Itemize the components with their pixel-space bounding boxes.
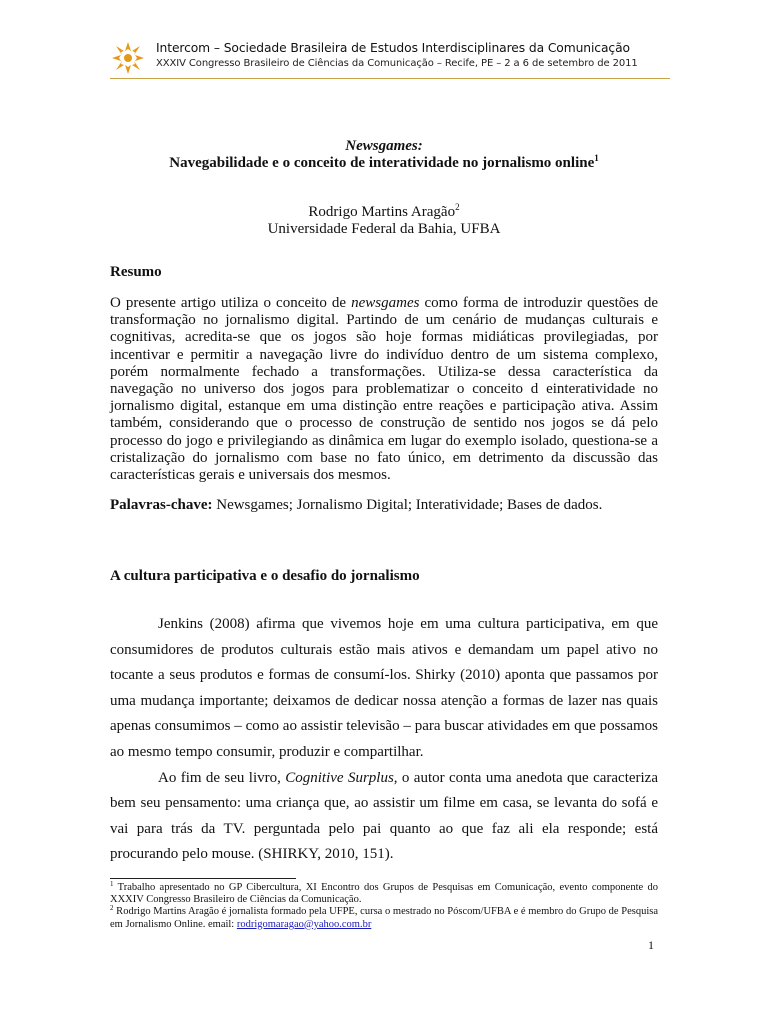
author-institution: Universidade Federal da Bahia, UFBA [267, 221, 501, 237]
header-congress: XXXIV Congresso Brasileiro de Ciências da Comunicação – Recife, PE – 2 a 6 de setembro de 2011 [156, 58, 638, 69]
abstract-heading: Resumo [110, 264, 162, 280]
footnote-1: $^1$ Trabalho apresentado no GP Cibercultura, XI Encontro dos Grupos de Pesquisas em Comunicação, evento componente do XXXIV Congresso Brasileiro de Ciências da Comunicação. [110, 880, 658, 906]
section-heading: A cultura participativa e o desafio do jornalismo [110, 568, 420, 584]
paragraph: Ao fim de seu livro, Cognitive Surplus, o autor conta uma anedota que caracteriza bem seu pensamento: uma criança que, ao assistir um filme em casa, se levanta do sofá e vai para trás da TV. perguntada pelo pai quanto ao que faz ali ela responde; está procurando pelo mouse. (SHIRKY, 2010, 151). [110, 769, 658, 863]
intercom-logo-icon [110, 40, 146, 76]
footnote-ref-2: 2 [455, 202, 460, 212]
paper-title: Newsgames: [345, 138, 423, 154]
footnotes [110, 882, 658, 931]
author-name: Rodrigo Martins Aragão$^2$ [308, 202, 460, 220]
footnote-ref-1: 1 [594, 153, 599, 163]
keywords: Palavras-chave: Newsgames; Jornalismo Digital; Interatividade; Bases de dados. [110, 497, 603, 513]
abstract-body: O presente artigo utiliza o conceito de newsgames como forma de introduzir questões de transformação no jornalismo digital. Partindo de um cenário de mudanças culturais e cognitivas, acredita-se que os jogos são hoje formas midiáticas provilegiadas, por incentivar e permitir a navegação livre do indivíduo dentro de um sistema complexo, porém normalmente fechado a transformações. Utiliza-se dessa característica da navegação no universo dos jogos para problematizar o conceito d einteratividade no jornalismo digital, estanque em uma distinção entre reações e participação ativa. Assim também, considerando que o processo de construção de sentido nos jogos se dá pelo processo do jogo e privilegiando as dinâmica em lugar do exemplo isolado, questiona-se a cristalização do jornalismo com base no fato único, em detrimento da discussão das características gerais e universais dos mesmos. [110, 295, 659, 484]
header-rule [110, 78, 670, 79]
footnote-rule [110, 878, 296, 879]
section-body [110, 612, 658, 868]
header [110, 40, 670, 76]
footnote-2: $^2$ Rodrigo Martins Aragão é jornalista formado pela UFPE, cursa o mestrado no Póscom/UFBA e é membro do Grupo de Pesquisa em Jornalismo Online. email: rodrigomaragao@yahoo.com.br [110, 904, 658, 930]
paper-subtitle: Navegabilidade e o conceito de interatividade no jornalismo online$^1$ [169, 153, 599, 171]
page-number: 1 [648, 938, 654, 952]
header-org: Intercom – Sociedade Brasileira de Estudos Interdisciplinares da Comunicação [156, 41, 630, 55]
email-link[interactable]: rodrigomaragao@yahoo.com.br [236, 918, 372, 930]
paragraph: Jenkins (2008) afirma que vivemos hoje em uma cultura participativa, em que consumidores de produtos culturais estão mais ativos e demandam um papel ativo no tocante a seus produtos e formas de consumí-los. Shirky (2010) aponta que passamos por uma mudança importante; deixamos de dedicar nossa atenção a formas de lazer nas quais apenas consumimos – como ao assistir televisão – para buscar atividades em que possamos ao mesmo tempo consumir, produzir e compartilhar. [110, 616, 658, 760]
